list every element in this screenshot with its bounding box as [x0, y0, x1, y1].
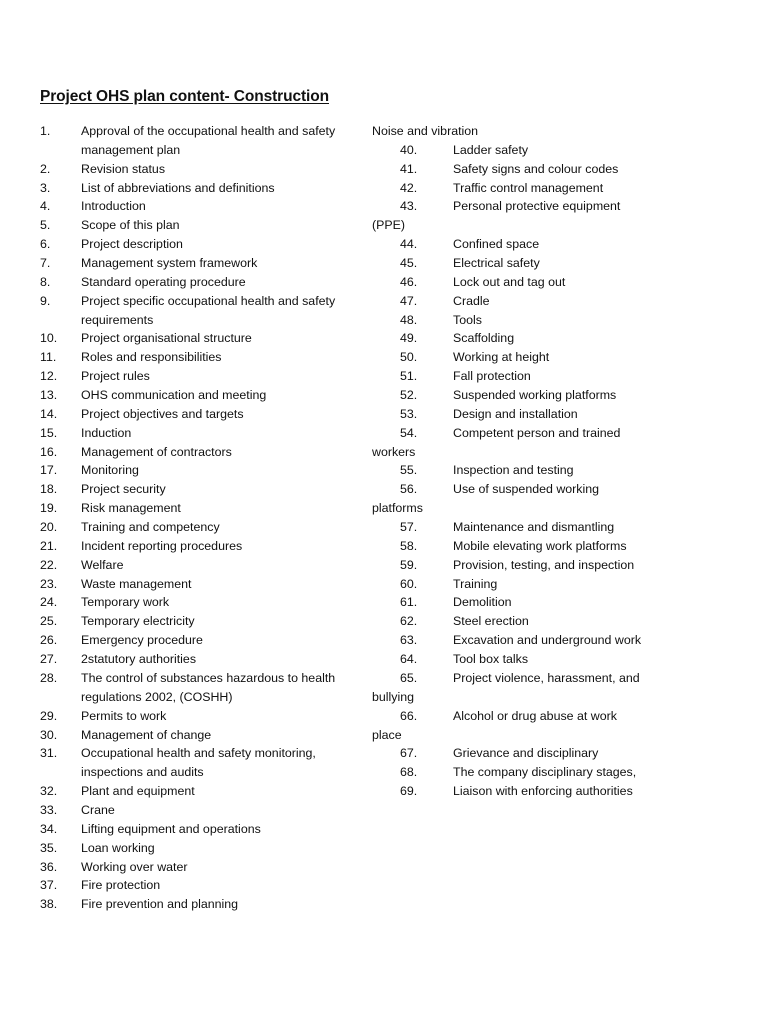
list-item-text: The control of substances hazardous to health — [81, 670, 336, 685]
list-item-text: Standard operating procedure — [81, 274, 246, 289]
list-item-number: 43. — [400, 199, 418, 214]
list-item — [372, 254, 662, 273]
list-item-text: Lifting equipment and operations — [81, 821, 261, 836]
list-item-number: 32. — [40, 784, 58, 799]
list-item-continuation: bullying — [372, 689, 415, 704]
list-item-number: 6. — [40, 237, 51, 252]
list-item-text: Plant and equipment — [81, 784, 195, 799]
list-item-text: Loan working — [81, 840, 155, 855]
list-item-text: Occupational health and safety monitoring, — [81, 746, 316, 761]
list-item-number: 56. — [400, 482, 418, 497]
list-item — [40, 876, 370, 895]
list-item — [372, 669, 662, 707]
list-item-continuation: (PPE) — [372, 218, 406, 233]
list-item-number: 13. — [40, 388, 58, 403]
list-item-text: Fire prevention and planning — [81, 897, 239, 912]
list-item-number: 24. — [40, 595, 58, 610]
list-item-continuation: regulations 2002, (COSHH) — [81, 689, 233, 704]
list-item-number: 19. — [40, 501, 58, 516]
list-item-number: 37. — [40, 878, 58, 893]
list-item-number: 52. — [400, 388, 418, 403]
list-item-text: Waste management — [81, 576, 192, 591]
list-item-number: 18. — [40, 482, 58, 497]
list-item-number: 51. — [400, 369, 418, 384]
list-item-text: Induction — [81, 425, 132, 440]
list-item-text: Noise and vibration — [372, 124, 479, 138]
list-item-text: Approval of the occupational health and safety — [81, 124, 336, 138]
list-item — [40, 801, 370, 820]
list-item — [40, 235, 370, 254]
list-item-number: 5. — [40, 218, 51, 233]
list-item-text: Project security — [81, 482, 166, 497]
list-item-text: Fire protection — [81, 878, 161, 893]
list-item-text: Traffic control management — [453, 180, 604, 195]
list-item — [40, 537, 370, 556]
list-item-text: List of abbreviations and definitions — [81, 180, 275, 195]
list-item-text: Tool box talks — [453, 652, 529, 667]
list-item-number: 8. — [40, 274, 51, 289]
list-item-number: 29. — [40, 708, 58, 723]
list-item — [40, 782, 370, 801]
list-item-text: Risk management — [81, 501, 181, 516]
list-item — [40, 197, 370, 216]
list-item-number: 38. — [40, 897, 58, 912]
list-item — [372, 556, 662, 575]
list-item — [40, 499, 370, 518]
list-item — [40, 348, 370, 367]
list-item — [40, 329, 370, 348]
list-item — [372, 744, 662, 763]
list-item-text: Working over water — [81, 859, 188, 874]
list-item-number: 28. — [40, 670, 58, 685]
list-item-number: 67. — [400, 746, 418, 761]
list-item-number: 23. — [40, 576, 58, 591]
list-item-text: Project objectives and targets — [81, 406, 244, 421]
list-item — [40, 631, 370, 650]
list-item — [372, 179, 662, 198]
list-item — [40, 461, 370, 480]
list-item-text: Inspection and testing — [453, 463, 574, 478]
list-item — [372, 575, 662, 594]
list-item-text: Scaffolding — [453, 331, 515, 346]
list-item-text: Introduction — [81, 199, 146, 214]
list-item-text: Cradle — [453, 293, 490, 308]
list-item-text: 2statutory authorities — [81, 652, 197, 667]
list-item — [40, 518, 370, 537]
list-item — [372, 461, 662, 480]
list-item — [40, 669, 370, 707]
list-item — [40, 367, 370, 386]
list-item-text: The company disciplinary stages, — [453, 765, 637, 780]
list-item-number: 53. — [400, 406, 418, 421]
list-item — [40, 179, 370, 198]
list-item-text: Project violence, harassment, and — [453, 670, 640, 685]
list-item-text: OHS communication and meeting — [81, 388, 267, 403]
list-item-number: 50. — [400, 350, 418, 365]
list-item — [40, 575, 370, 594]
list-item-continuation: inspections and audits — [81, 765, 204, 780]
list-item-text: Alcohol or drug abuse at work — [453, 708, 617, 723]
list-item-text: Incident reporting procedures — [81, 538, 243, 553]
list-item — [372, 273, 662, 292]
list-item-number: 7. — [40, 256, 51, 271]
list-item-number: 15. — [40, 425, 58, 440]
list-item-number: 55. — [400, 463, 418, 478]
list-item — [40, 650, 370, 669]
list-item — [372, 141, 662, 160]
list-item-number: 14. — [40, 406, 58, 421]
list-item-text: Ladder safety — [453, 142, 529, 157]
contents-left-column — [40, 122, 370, 914]
list-item — [372, 537, 662, 556]
list-item-text: Management of change — [81, 727, 212, 742]
list-item-text: Steel erection — [453, 614, 529, 629]
list-item-text: Competent person and trained — [453, 425, 621, 440]
list-item-text: Suspended working platforms — [453, 388, 617, 403]
list-item-text: Confined space — [453, 237, 540, 252]
list-item — [372, 518, 662, 537]
list-item-number: 2. — [40, 161, 51, 176]
list-item-text: Electrical safety — [453, 256, 540, 271]
list-item-number: 46. — [400, 274, 418, 289]
list-item-text: Liaison with enforcing authorities — [453, 784, 633, 799]
list-item — [40, 858, 370, 877]
list-item-number: 54. — [400, 425, 418, 440]
list-item — [372, 631, 662, 650]
list-item — [40, 292, 370, 330]
document-title: Project OHS plan content- Construction — [40, 88, 329, 105]
list-item-number: 59. — [400, 557, 418, 572]
list-item — [40, 612, 370, 631]
list-item-text: Provision, testing, and inspection — [453, 557, 635, 572]
list-item — [40, 820, 370, 839]
list-item-text: Tools — [453, 312, 482, 327]
list-item — [372, 197, 662, 235]
list-item — [372, 424, 662, 462]
list-item — [372, 292, 662, 311]
list-item — [372, 329, 662, 348]
list-item — [40, 122, 370, 160]
list-item-number: 58. — [400, 538, 418, 553]
list-item-continuation: place — [372, 727, 402, 742]
list-item — [40, 726, 370, 745]
list-item-number: 65. — [400, 670, 418, 685]
list-item-text: Mobile elevating work platforms — [453, 538, 627, 553]
list-item-number: 60. — [400, 576, 418, 591]
list-item — [372, 367, 662, 386]
list-item-text: Roles and responsibilities — [81, 350, 222, 365]
list-item — [40, 443, 370, 462]
list-item-number: 57. — [400, 520, 418, 535]
list-item — [40, 593, 370, 612]
list-item — [372, 782, 662, 801]
list-item-text: Design and installation — [453, 406, 578, 421]
list-item — [372, 612, 662, 631]
list-item-number: 16. — [40, 444, 58, 459]
list-item — [372, 235, 662, 254]
list-item-text: Personal protective equipment — [453, 199, 621, 214]
list-item-text: Monitoring — [81, 463, 139, 478]
list-item-text: Project specific occupational health and safety — [81, 293, 336, 308]
list-item-number: 42. — [400, 180, 418, 195]
contents-right-column — [372, 122, 662, 801]
list-item-number: 31. — [40, 746, 58, 761]
list-item-number: 1. — [40, 124, 51, 138]
list-item-number: 40. — [400, 142, 418, 157]
list-item-number: 36. — [40, 859, 58, 874]
list-item-lead — [372, 122, 662, 141]
list-item-number: 45. — [400, 256, 418, 271]
list-item-number: 3. — [40, 180, 51, 195]
list-item — [372, 386, 662, 405]
list-item — [40, 386, 370, 405]
list-item — [40, 744, 370, 782]
list-item — [372, 707, 662, 745]
list-item-number: 11. — [40, 350, 57, 365]
list-item-text: Crane — [81, 802, 115, 817]
list-item-text: Permits to work — [81, 708, 167, 723]
list-item-text: Working at height — [453, 350, 550, 365]
list-item — [372, 763, 662, 782]
list-item — [372, 650, 662, 669]
list-item-number: 26. — [40, 633, 58, 648]
list-item-number: 63. — [400, 633, 418, 648]
list-item-number: 48. — [400, 312, 418, 327]
list-item — [40, 405, 370, 424]
list-item-text: Training — [453, 576, 498, 591]
list-item-number: 17. — [40, 463, 58, 478]
list-item-text: Demolition — [453, 595, 512, 610]
list-item-number: 25. — [40, 614, 58, 629]
list-item — [372, 348, 662, 367]
list-item-text: Welfare — [81, 557, 124, 572]
list-item-text: Project organisational structure — [81, 331, 252, 346]
list-item — [40, 160, 370, 179]
list-item-number: 66. — [400, 708, 418, 723]
list-item-number: 44. — [400, 237, 418, 252]
list-item-number: 68. — [400, 765, 418, 780]
list-item — [40, 556, 370, 575]
list-item-number: 61. — [400, 595, 418, 610]
list-item — [40, 707, 370, 726]
list-item — [40, 480, 370, 499]
list-item — [40, 254, 370, 273]
list-item-text: Emergency procedure — [81, 633, 203, 648]
list-item-number: 47. — [400, 293, 418, 308]
list-item-number: 41. — [400, 161, 418, 176]
list-item-number: 27. — [40, 652, 58, 667]
list-item-number: 34. — [40, 821, 58, 836]
list-item-number: 12. — [40, 369, 58, 384]
list-item-continuation: requirements — [81, 312, 154, 327]
list-item-continuation: platforms — [372, 501, 423, 516]
list-item — [40, 839, 370, 858]
list-item-continuation: workers — [372, 444, 416, 459]
list-item-number: 9. — [40, 293, 51, 308]
list-item-number: 69. — [400, 784, 418, 799]
list-item-number: 20. — [40, 520, 58, 535]
list-item-text: Lock out and tag out — [453, 274, 566, 289]
list-item-text: Excavation and underground work — [453, 633, 642, 648]
list-item-text: Training and competency — [81, 520, 220, 535]
list-item-number: 30. — [40, 727, 58, 742]
list-item-number: 21. — [40, 538, 58, 553]
list-item — [372, 405, 662, 424]
list-item-number: 35. — [40, 840, 58, 855]
list-item — [372, 160, 662, 179]
list-item-text: Fall protection — [453, 369, 531, 384]
list-item-number: 33. — [40, 802, 58, 817]
list-item — [40, 895, 370, 914]
list-item-text: Grievance and disciplinary — [453, 746, 599, 761]
list-item-number: 62. — [400, 614, 418, 629]
list-item-text: Scope of this plan — [81, 218, 180, 233]
list-item — [40, 424, 370, 443]
list-item-text: Project rules — [81, 369, 150, 384]
list-item — [40, 216, 370, 235]
list-item-text: Revision status — [81, 161, 166, 176]
list-item-number: 64. — [400, 652, 418, 667]
list-item-number: 4. — [40, 199, 51, 214]
list-item-continuation: management plan — [81, 142, 181, 157]
list-item-number: 22. — [40, 557, 58, 572]
list-item-number: 10. — [40, 331, 58, 346]
list-item-text: Management system framework — [81, 256, 258, 271]
list-item-text: Temporary work — [81, 595, 170, 610]
list-item — [40, 273, 370, 292]
list-item — [372, 480, 662, 518]
list-item-text: Project description — [81, 237, 183, 252]
list-item-text: Temporary electricity — [81, 614, 195, 629]
list-item-text: Safety signs and colour codes — [453, 161, 619, 176]
list-item — [372, 311, 662, 330]
list-item-text: Maintenance and dismantling — [453, 520, 615, 535]
list-item-text: Use of suspended working — [453, 482, 600, 497]
list-item — [372, 593, 662, 612]
list-item-text: Management of contractors — [81, 444, 232, 459]
list-item-number: 49. — [400, 331, 418, 346]
